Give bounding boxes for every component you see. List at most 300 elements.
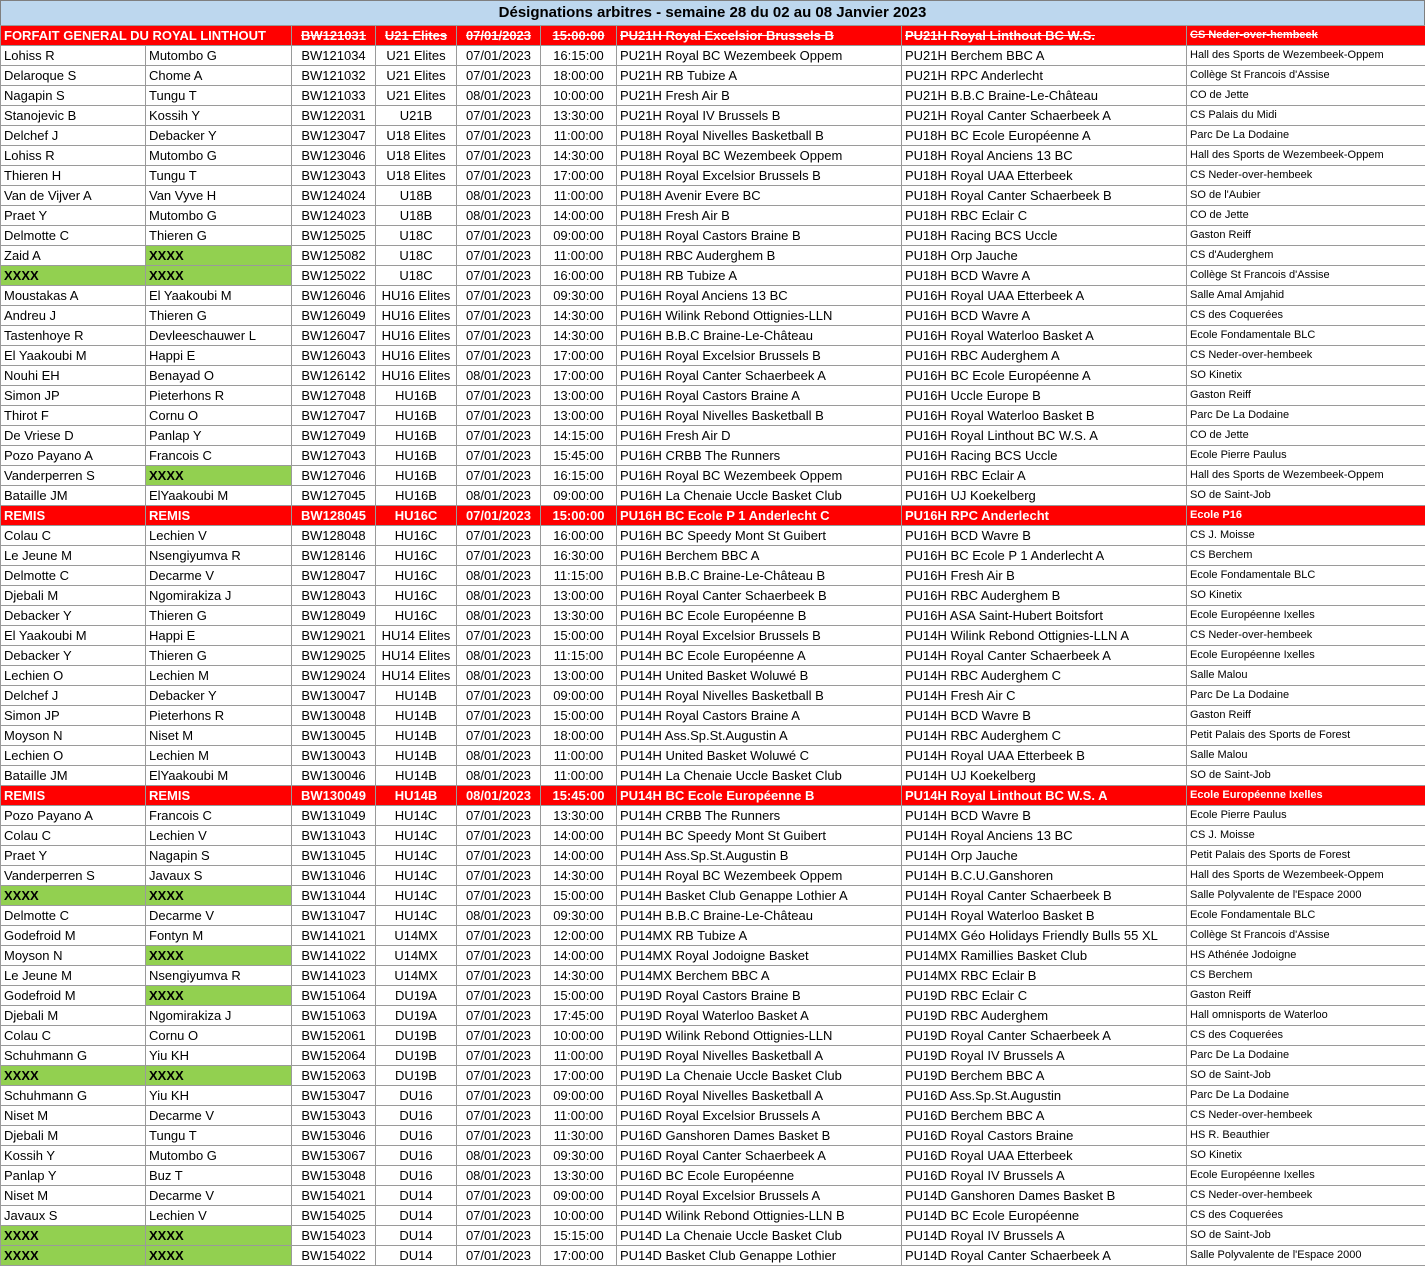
referee-1-cell: Djebali M bbox=[1, 586, 146, 606]
venue-cell: Hall des Sports de Wezembeek-Oppem bbox=[1187, 146, 1425, 166]
time-cell: 14:00:00 bbox=[541, 946, 617, 966]
away-team-cell: PU18H Orp Jauche bbox=[902, 246, 1187, 266]
referee-2-cell: Ngomirakiza J bbox=[146, 586, 292, 606]
match-code-cell: BW124023 bbox=[292, 206, 376, 226]
match-code-cell: BW154021 bbox=[292, 1186, 376, 1206]
category-cell: HU16 Elites bbox=[376, 286, 457, 306]
venue-cell: Collège St Francois d'Assise bbox=[1187, 266, 1425, 286]
venue-cell: SO de l'Aubier bbox=[1187, 186, 1425, 206]
referee-2-cell: Decarme V bbox=[146, 1186, 292, 1206]
match-code-cell: BW129024 bbox=[292, 666, 376, 686]
venue-cell: CS des Coquerées bbox=[1187, 306, 1425, 326]
match-code-cell: BW126043 bbox=[292, 346, 376, 366]
date-cell: 07/01/2023 bbox=[457, 326, 541, 346]
home-team-cell: PU14H BC Ecole Européenne B bbox=[617, 786, 902, 806]
category-cell: HU16C bbox=[376, 566, 457, 586]
away-team-cell: PU14D Royal IV Brussels A bbox=[902, 1226, 1187, 1246]
date-cell: 07/01/2023 bbox=[457, 1246, 541, 1266]
table-row bbox=[1, 326, 1425, 346]
venue-cell: CS Neder-over-hembeek bbox=[1187, 1186, 1425, 1206]
time-cell: 13:30:00 bbox=[541, 606, 617, 626]
match-code-cell: BW122031 bbox=[292, 106, 376, 126]
match-code-cell: BW141022 bbox=[292, 946, 376, 966]
referee-1-cell: Thieren H bbox=[1, 166, 146, 186]
referee-2-cell: Kossih Y bbox=[146, 106, 292, 126]
date-cell: 07/01/2023 bbox=[457, 926, 541, 946]
venue-cell: Parc De La Dodaine bbox=[1187, 1086, 1425, 1106]
table-row bbox=[1, 486, 1425, 506]
time-cell: 17:00:00 bbox=[541, 1246, 617, 1266]
referee-2-cell: Decarme V bbox=[146, 906, 292, 926]
table-row bbox=[1, 786, 1425, 806]
time-cell: 09:30:00 bbox=[541, 286, 617, 306]
time-cell: 11:00:00 bbox=[541, 1046, 617, 1066]
date-cell: 08/01/2023 bbox=[457, 906, 541, 926]
venue-cell: Salle Malou bbox=[1187, 666, 1425, 686]
referee-2-cell: Van Vyve H bbox=[146, 186, 292, 206]
date-cell: 07/01/2023 bbox=[457, 726, 541, 746]
venue-cell: CS Berchem bbox=[1187, 546, 1425, 566]
table-row bbox=[1, 26, 1425, 46]
venue-cell: CS Neder-over-hembeek bbox=[1187, 626, 1425, 646]
time-cell: 13:30:00 bbox=[541, 1166, 617, 1186]
match-code-cell: BW126046 bbox=[292, 286, 376, 306]
category-cell: HU16 Elites bbox=[376, 326, 457, 346]
time-cell: 12:00:00 bbox=[541, 926, 617, 946]
referee-2-cell: Fontyn M bbox=[146, 926, 292, 946]
home-team-cell: PU14MX RB Tubize A bbox=[617, 926, 902, 946]
match-code-cell: BW127045 bbox=[292, 486, 376, 506]
match-code-cell: BW127048 bbox=[292, 386, 376, 406]
home-team-cell: PU14H Basket Club Genappe Lothier A bbox=[617, 886, 902, 906]
away-team-cell: PU14H RBC Auderghem C bbox=[902, 726, 1187, 746]
time-cell: 14:30:00 bbox=[541, 146, 617, 166]
category-cell: DU14 bbox=[376, 1246, 457, 1266]
referee-1-cell: XXXX bbox=[1, 266, 146, 286]
date-cell: 07/01/2023 bbox=[457, 626, 541, 646]
date-cell: 07/01/2023 bbox=[457, 246, 541, 266]
table-row bbox=[1, 406, 1425, 426]
venue-cell: SO de Saint-Job bbox=[1187, 1226, 1425, 1246]
referee-2-cell: Mutombo G bbox=[146, 46, 292, 66]
match-code-cell: BW141021 bbox=[292, 926, 376, 946]
time-cell: 13:00:00 bbox=[541, 386, 617, 406]
referee-1-cell: Lohiss R bbox=[1, 146, 146, 166]
home-team-cell: PU16H B.B.C Braine-Le-Château bbox=[617, 326, 902, 346]
referee-2-cell: XXXX bbox=[146, 946, 292, 966]
home-team-cell: PU19D Royal Waterloo Basket A bbox=[617, 1006, 902, 1026]
away-team-cell: PU16H RBC Eclair A bbox=[902, 466, 1187, 486]
match-code-cell: BW141023 bbox=[292, 966, 376, 986]
table-row bbox=[1, 846, 1425, 866]
table-row bbox=[1, 146, 1425, 166]
home-team-cell: PU14H Ass.Sp.St.Augustin A bbox=[617, 726, 902, 746]
referee-1-cell: REMIS bbox=[1, 506, 146, 526]
home-team-cell: PU16H Royal Canter Schaerbeek B bbox=[617, 586, 902, 606]
time-cell: 14:15:00 bbox=[541, 426, 617, 446]
table-row bbox=[1, 546, 1425, 566]
home-team-cell: PU16D BC Ecole Européenne bbox=[617, 1166, 902, 1186]
category-cell: U18 Elites bbox=[376, 126, 457, 146]
referee-1-cell: Colau C bbox=[1, 826, 146, 846]
venue-cell: CO de Jette bbox=[1187, 86, 1425, 106]
match-code-cell: BW121034 bbox=[292, 46, 376, 66]
home-team-cell: PU14H Royal BC Wezembeek Oppem bbox=[617, 866, 902, 886]
referee-1-cell: Lechien O bbox=[1, 666, 146, 686]
date-cell: 07/01/2023 bbox=[457, 526, 541, 546]
category-cell: HU14C bbox=[376, 906, 457, 926]
table-row bbox=[1, 1106, 1425, 1126]
date-cell: 07/01/2023 bbox=[457, 226, 541, 246]
referee-1-cell: FORFAIT GENERAL DU ROYAL LINTHOUT bbox=[1, 26, 292, 46]
date-cell: 07/01/2023 bbox=[457, 306, 541, 326]
match-code-cell: BW125025 bbox=[292, 226, 376, 246]
table-row bbox=[1, 1126, 1425, 1146]
category-cell: DU14 bbox=[376, 1186, 457, 1206]
category-cell: DU19B bbox=[376, 1046, 457, 1066]
category-cell: HU16 Elites bbox=[376, 306, 457, 326]
home-team-cell: PU16H Royal Excelsior Brussels B bbox=[617, 346, 902, 366]
table-row bbox=[1, 866, 1425, 886]
time-cell: 17:00:00 bbox=[541, 346, 617, 366]
match-code-cell: BW123047 bbox=[292, 126, 376, 146]
time-cell: 14:30:00 bbox=[541, 866, 617, 886]
away-team-cell: PU14MX RBC Eclair B bbox=[902, 966, 1187, 986]
date-cell: 07/01/2023 bbox=[457, 1186, 541, 1206]
venue-cell: Gaston Reiff bbox=[1187, 986, 1425, 1006]
away-team-cell: PU14H BCD Wavre B bbox=[902, 806, 1187, 826]
date-cell: 07/01/2023 bbox=[457, 1126, 541, 1146]
referee-2-cell: Cornu O bbox=[146, 1026, 292, 1046]
referee-1-cell: Colau C bbox=[1, 526, 146, 546]
table-body bbox=[1, 26, 1425, 1266]
date-cell: 07/01/2023 bbox=[457, 286, 541, 306]
home-team-cell: PU21H Fresh Air B bbox=[617, 86, 902, 106]
category-cell: HU16 Elites bbox=[376, 366, 457, 386]
match-code-cell: BW154025 bbox=[292, 1206, 376, 1226]
match-code-cell: BW131047 bbox=[292, 906, 376, 926]
category-cell: HU16C bbox=[376, 506, 457, 526]
referee-1-cell: Thirot F bbox=[1, 406, 146, 426]
referee-2-cell: Pieterhons R bbox=[146, 386, 292, 406]
category-cell: HU16C bbox=[376, 606, 457, 626]
referee-2-cell: Mutombo G bbox=[146, 1146, 292, 1166]
date-cell: 07/01/2023 bbox=[457, 946, 541, 966]
referee-2-cell: XXXX bbox=[146, 266, 292, 286]
away-team-cell: PU16H RPC Anderlecht bbox=[902, 506, 1187, 526]
home-team-cell: PU16H Royal Anciens 13 BC bbox=[617, 286, 902, 306]
away-team-cell: PU14MX Géo Holidays Friendly Bulls 55 XL bbox=[902, 926, 1187, 946]
category-cell: HU16 Elites bbox=[376, 346, 457, 366]
venue-cell: Salle Polyvalente de l'Espace 2000 bbox=[1187, 886, 1425, 906]
time-cell: 11:15:00 bbox=[541, 566, 617, 586]
time-cell: 15:00:00 bbox=[541, 26, 617, 46]
referee-1-cell: Pozo Payano A bbox=[1, 806, 146, 826]
home-team-cell: PU21H RB Tubize A bbox=[617, 66, 902, 86]
time-cell: 16:15:00 bbox=[541, 46, 617, 66]
table-row bbox=[1, 366, 1425, 386]
category-cell: U14MX bbox=[376, 926, 457, 946]
table-row bbox=[1, 926, 1425, 946]
category-cell: U18C bbox=[376, 246, 457, 266]
category-cell: U21B bbox=[376, 106, 457, 126]
venue-cell: Gaston Reiff bbox=[1187, 386, 1425, 406]
category-cell: DU14 bbox=[376, 1206, 457, 1226]
referee-1-cell: Simon JP bbox=[1, 386, 146, 406]
referee-2-cell: Javaux S bbox=[146, 866, 292, 886]
category-cell: DU19B bbox=[376, 1026, 457, 1046]
referee-2-cell: Decarme V bbox=[146, 1106, 292, 1126]
date-cell: 08/01/2023 bbox=[457, 646, 541, 666]
referee-1-cell: Godefroid M bbox=[1, 926, 146, 946]
time-cell: 13:00:00 bbox=[541, 406, 617, 426]
category-cell: HU14 Elites bbox=[376, 666, 457, 686]
category-cell: U21 Elites bbox=[376, 86, 457, 106]
venue-cell: Petit Palais des Sports de Forest bbox=[1187, 846, 1425, 866]
category-cell: DU19B bbox=[376, 1066, 457, 1086]
away-team-cell: PU14H UJ Koekelberg bbox=[902, 766, 1187, 786]
away-team-cell: PU16H BC Ecole Européenne A bbox=[902, 366, 1187, 386]
venue-cell: Collège St Francois d'Assise bbox=[1187, 926, 1425, 946]
referee-2-cell: Nagapin S bbox=[146, 846, 292, 866]
referee-1-cell: Zaid A bbox=[1, 246, 146, 266]
match-code-cell: BW125082 bbox=[292, 246, 376, 266]
venue-cell: CS Neder-over-hembeek bbox=[1187, 26, 1425, 46]
away-team-cell: PU16H Royal Linthout BC W.S. A bbox=[902, 426, 1187, 446]
table-row bbox=[1, 426, 1425, 446]
date-cell: 07/01/2023 bbox=[457, 126, 541, 146]
away-team-cell: PU14H BCD Wavre B bbox=[902, 706, 1187, 726]
category-cell: U18B bbox=[376, 186, 457, 206]
venue-cell: CS d'Auderghem bbox=[1187, 246, 1425, 266]
table-row bbox=[1, 586, 1425, 606]
table-row bbox=[1, 1006, 1425, 1026]
table-row bbox=[1, 806, 1425, 826]
match-code-cell: BW153046 bbox=[292, 1126, 376, 1146]
referee-1-cell: Colau C bbox=[1, 1026, 146, 1046]
time-cell: 09:00:00 bbox=[541, 1086, 617, 1106]
home-team-cell: PU16H Royal Canter Schaerbeek A bbox=[617, 366, 902, 386]
table-row bbox=[1, 286, 1425, 306]
match-code-cell: BW152064 bbox=[292, 1046, 376, 1066]
table-row bbox=[1, 606, 1425, 626]
referee-2-cell: ElYaakoubi M bbox=[146, 766, 292, 786]
date-cell: 08/01/2023 bbox=[457, 786, 541, 806]
referee-2-cell: XXXX bbox=[146, 986, 292, 1006]
time-cell: 13:30:00 bbox=[541, 806, 617, 826]
time-cell: 16:15:00 bbox=[541, 466, 617, 486]
referee-1-cell: Nagapin S bbox=[1, 86, 146, 106]
home-team-cell: PU16H Royal Nivelles Basketball B bbox=[617, 406, 902, 426]
venue-cell: Salle Polyvalente de l'Espace 2000 bbox=[1187, 1246, 1425, 1266]
away-team-cell: PU14H RBC Auderghem C bbox=[902, 666, 1187, 686]
home-team-cell: PU16D Royal Canter Schaerbeek A bbox=[617, 1146, 902, 1166]
category-cell: HU14B bbox=[376, 766, 457, 786]
table-row bbox=[1, 1146, 1425, 1166]
venue-cell: Salle Malou bbox=[1187, 746, 1425, 766]
venue-cell: CS Neder-over-hembeek bbox=[1187, 1106, 1425, 1126]
referee-2-cell: REMIS bbox=[146, 786, 292, 806]
venue-cell: Salle Amal Amjahid bbox=[1187, 286, 1425, 306]
category-cell: U21 Elites bbox=[376, 46, 457, 66]
referee-1-cell: Delchef J bbox=[1, 126, 146, 146]
referee-2-cell: Francois C bbox=[146, 806, 292, 826]
match-code-cell: BW128146 bbox=[292, 546, 376, 566]
referee-1-cell: Lechien O bbox=[1, 746, 146, 766]
home-team-cell: PU21H Royal Excelsior Brussels B bbox=[617, 26, 902, 46]
category-cell: HU16B bbox=[376, 446, 457, 466]
home-team-cell: PU14H United Basket Woluwé B bbox=[617, 666, 902, 686]
away-team-cell: PU19D Royal Canter Schaerbeek A bbox=[902, 1026, 1187, 1046]
time-cell: 10:00:00 bbox=[541, 1206, 617, 1226]
referee-1-cell: Niset M bbox=[1, 1186, 146, 1206]
home-team-cell: PU18H Avenir Evere BC bbox=[617, 186, 902, 206]
venue-cell: CS Palais du Midi bbox=[1187, 106, 1425, 126]
referee-1-cell: Godefroid M bbox=[1, 986, 146, 1006]
referee-1-cell: El Yaakoubi M bbox=[1, 346, 146, 366]
category-cell: HU16C bbox=[376, 586, 457, 606]
match-code-cell: BW130048 bbox=[292, 706, 376, 726]
referee-2-cell: XXXX bbox=[146, 1246, 292, 1266]
time-cell: 09:30:00 bbox=[541, 1146, 617, 1166]
away-team-cell: PU14H B.C.U.Ganshoren bbox=[902, 866, 1187, 886]
category-cell: HU16C bbox=[376, 546, 457, 566]
table-row bbox=[1, 446, 1425, 466]
table-row bbox=[1, 1206, 1425, 1226]
referee-1-cell: Bataille JM bbox=[1, 486, 146, 506]
category-cell: HU16B bbox=[376, 386, 457, 406]
home-team-cell: PU14MX Royal Jodoigne Basket bbox=[617, 946, 902, 966]
away-team-cell: PU16D Royal IV Brussels A bbox=[902, 1166, 1187, 1186]
table-row bbox=[1, 66, 1425, 86]
referee-2-cell: Niset M bbox=[146, 726, 292, 746]
table-row bbox=[1, 826, 1425, 846]
category-cell: DU19A bbox=[376, 986, 457, 1006]
date-cell: 07/01/2023 bbox=[457, 506, 541, 526]
venue-cell: CS des Coquerées bbox=[1187, 1206, 1425, 1226]
category-cell: DU16 bbox=[376, 1086, 457, 1106]
away-team-cell: PU16H UJ Koekelberg bbox=[902, 486, 1187, 506]
away-team-cell: PU16H RBC Auderghem A bbox=[902, 346, 1187, 366]
home-team-cell: PU16H Fresh Air D bbox=[617, 426, 902, 446]
category-cell: HU14C bbox=[376, 846, 457, 866]
match-code-cell: BW131043 bbox=[292, 826, 376, 846]
match-code-cell: BW126142 bbox=[292, 366, 376, 386]
referee-2-cell: Lechien M bbox=[146, 746, 292, 766]
date-cell: 08/01/2023 bbox=[457, 766, 541, 786]
table-row bbox=[1, 766, 1425, 786]
match-code-cell: BW126049 bbox=[292, 306, 376, 326]
home-team-cell: PU14H La Chenaie Uccle Basket Club bbox=[617, 766, 902, 786]
match-code-cell: BW123046 bbox=[292, 146, 376, 166]
match-code-cell: BW128049 bbox=[292, 606, 376, 626]
venue-cell: Ecole P16 bbox=[1187, 506, 1425, 526]
date-cell: 07/01/2023 bbox=[457, 386, 541, 406]
referee-1-cell: XXXX bbox=[1, 1246, 146, 1266]
referee-1-cell: Tastenhoye R bbox=[1, 326, 146, 346]
referee-1-cell: Nouhi EH bbox=[1, 366, 146, 386]
away-team-cell: PU16D Berchem BBC A bbox=[902, 1106, 1187, 1126]
venue-cell: Ecole Pierre Paulus bbox=[1187, 806, 1425, 826]
table-row bbox=[1, 86, 1425, 106]
home-team-cell: PU14H Royal Castors Braine A bbox=[617, 706, 902, 726]
date-cell: 07/01/2023 bbox=[457, 866, 541, 886]
date-cell: 07/01/2023 bbox=[457, 1026, 541, 1046]
table-row bbox=[1, 46, 1425, 66]
match-code-cell: BW124024 bbox=[292, 186, 376, 206]
referee-2-cell: Mutombo G bbox=[146, 146, 292, 166]
match-code-cell: BW131045 bbox=[292, 846, 376, 866]
away-team-cell: PU14MX Ramillies Basket Club bbox=[902, 946, 1187, 966]
category-cell: U21 Elites bbox=[376, 66, 457, 86]
home-team-cell: PU14H BC Speedy Mont St Guibert bbox=[617, 826, 902, 846]
date-cell: 07/01/2023 bbox=[457, 66, 541, 86]
time-cell: 17:45:00 bbox=[541, 1006, 617, 1026]
referee-2-cell: REMIS bbox=[146, 506, 292, 526]
date-cell: 07/01/2023 bbox=[457, 166, 541, 186]
referee-1-cell: Niset M bbox=[1, 1106, 146, 1126]
referee-2-cell: Tungu T bbox=[146, 86, 292, 106]
away-team-cell: PU18H Royal Canter Schaerbeek B bbox=[902, 186, 1187, 206]
table-row bbox=[1, 526, 1425, 546]
match-code-cell: BW127046 bbox=[292, 466, 376, 486]
date-cell: 07/01/2023 bbox=[457, 266, 541, 286]
time-cell: 17:00:00 bbox=[541, 1066, 617, 1086]
venue-cell: Ecole Européenne Ixelles bbox=[1187, 606, 1425, 626]
time-cell: 11:15:00 bbox=[541, 646, 617, 666]
referee-1-cell: Moyson N bbox=[1, 726, 146, 746]
match-code-cell: BW151064 bbox=[292, 986, 376, 1006]
time-cell: 13:00:00 bbox=[541, 586, 617, 606]
category-cell: HU14 Elites bbox=[376, 646, 457, 666]
venue-cell: Parc De La Dodaine bbox=[1187, 126, 1425, 146]
home-team-cell: PU16H BC Speedy Mont St Guibert bbox=[617, 526, 902, 546]
match-code-cell: BW153067 bbox=[292, 1146, 376, 1166]
table-row bbox=[1, 186, 1425, 206]
away-team-cell: PU18H Royal Anciens 13 BC bbox=[902, 146, 1187, 166]
home-team-cell: PU16H BC Ecole P 1 Anderlecht C bbox=[617, 506, 902, 526]
away-team-cell: PU14H Royal Canter Schaerbeek B bbox=[902, 886, 1187, 906]
category-cell: U18 Elites bbox=[376, 146, 457, 166]
time-cell: 14:00:00 bbox=[541, 206, 617, 226]
match-code-cell: BW151063 bbox=[292, 1006, 376, 1026]
table-row bbox=[1, 1086, 1425, 1106]
match-code-cell: BW152063 bbox=[292, 1066, 376, 1086]
date-cell: 08/01/2023 bbox=[457, 206, 541, 226]
venue-cell: CS Neder-over-hembeek bbox=[1187, 166, 1425, 186]
category-cell: HU16B bbox=[376, 466, 457, 486]
table-row bbox=[1, 1026, 1425, 1046]
venue-cell: Ecole Fondamentale BLC bbox=[1187, 906, 1425, 926]
home-team-cell: PU18H RBC Auderghem B bbox=[617, 246, 902, 266]
table-row bbox=[1, 946, 1425, 966]
table-row bbox=[1, 206, 1425, 226]
time-cell: 14:00:00 bbox=[541, 826, 617, 846]
referee-2-cell: Decarme V bbox=[146, 566, 292, 586]
home-team-cell: PU14H B.B.C Braine-Le-Château bbox=[617, 906, 902, 926]
away-team-cell: PU14H Royal Linthout BC W.S. A bbox=[902, 786, 1187, 806]
home-team-cell: PU18H Royal BC Wezembeek Oppem bbox=[617, 146, 902, 166]
match-code-cell: BW121031 bbox=[292, 26, 376, 46]
home-team-cell: PU16H Berchem BBC A bbox=[617, 546, 902, 566]
match-code-cell: BW127043 bbox=[292, 446, 376, 466]
referee-1-cell: Delchef J bbox=[1, 686, 146, 706]
away-team-cell: PU16H BCD Wavre A bbox=[902, 306, 1187, 326]
date-cell: 07/01/2023 bbox=[457, 466, 541, 486]
table-row bbox=[1, 166, 1425, 186]
table-row bbox=[1, 1166, 1425, 1186]
home-team-cell: PU14H Royal Nivelles Basketball B bbox=[617, 686, 902, 706]
